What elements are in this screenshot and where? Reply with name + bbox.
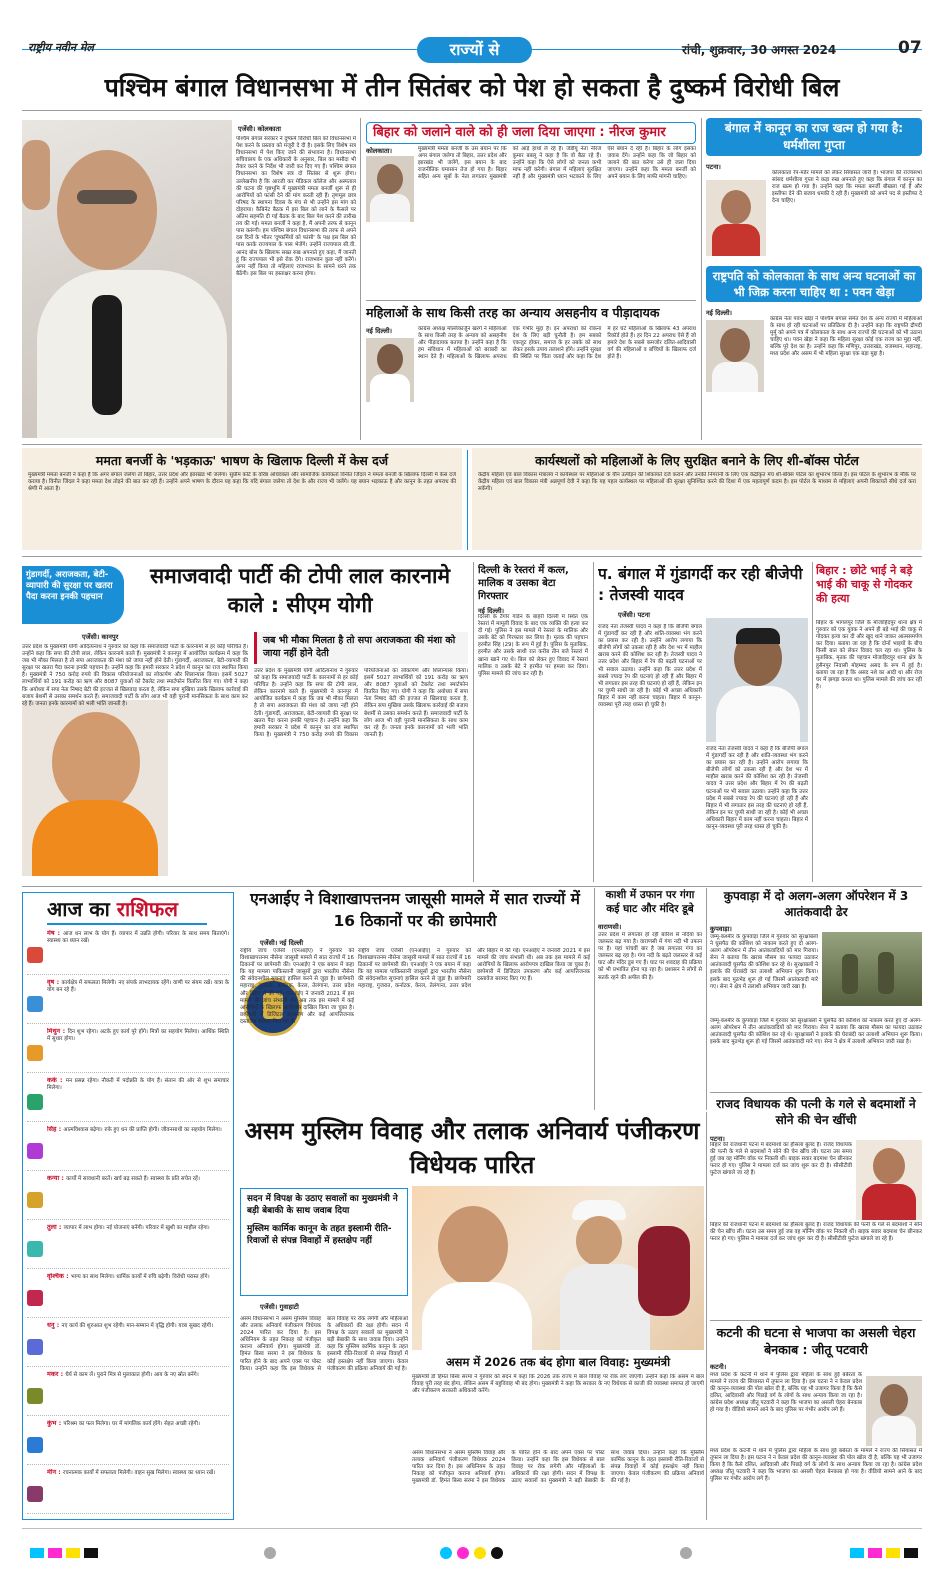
masthead	[22, 36, 922, 64]
raashi-text	[47, 1224, 229, 1268]
kupwara-body-cont: जम्मू-कश्मीर के कुपवाड़ा जिले में गुरुवार को सुरक्षाबलों ने घुसपैठ की कोशिश को नाकाम करते हुए दो अलग-अलग ऑपरेशन में तीन आतंकवादियों को मार गिराया। सेना ने बताया कि खराब मौसम का फायदा उठाकर आतंकवादी घुसपैठ की कोशिश कर रहे थे। सुरक्षाबलों ने इलाके की घेराबंदी कर तलाशी अभियान शुरू किया। इसके बाद मुठभेड़ शुरू हो गई जिसमें आतंकवादी मारे गए। सेना ने क्षेत्र में तलाशी अभियान जारी रखा है।	[710, 1018, 922, 1046]
divider	[706, 1112, 707, 1520]
raashi-sign-icon	[27, 1388, 43, 1404]
register-swatch	[66, 1548, 80, 1558]
register-swatch	[84, 1548, 98, 1558]
kupwara-headline: कुपवाड़ा में दो अलग-अलग ऑपरेशन में 3 आतंकवादी ढेर	[723, 889, 909, 919]
register-dot	[491, 1547, 503, 1559]
child-marriage-body: मुख्यमंत्री डॉ हिमंत बिस्व सरमा ने गुरुवार को सदन में कहा कि 2026 तक राज्य में बाल विवाह पर रोक लग जाएगी। उन्होंने कहा कि असम में बाल विवाह पूरी तरह बंद होगा, लेकिन असम में बहुविवाह भी बंद होगा। मुख्यमंत्री ने कहा कि सरकार के नए विधेयक से काजी की व्यवस्था समाप्त हो जाएगी और पंजीकरण सरकारी अधिकारी करेंगे।	[412, 1374, 704, 1395]
register-dot	[474, 1547, 486, 1559]
katni-photo	[866, 1376, 922, 1446]
raashi-text	[47, 979, 229, 1023]
divider	[593, 562, 594, 882]
kharge-body: कांग्रेस अध्यक्ष मल्लिकार्जुन खरगे ने महिलाओं के साथ किसी तरह के अन्याय को असहनीय और पीड़ादायक बताया है। उन्होंने कहा है कि हम संविधान में महिलाओं को बराबरी का स्थान देते हैं। महिलाओं के खिलाफ अपराध एक गंभीर मुद्दा है। इन अपराधों को रोकना देश के लिए बड़ी चुनौती है। हम सबको एकजुट होकर, समाज के हर तबके को साथ लेकर इसके उपाय तलाशने होंगे। उन्होंने सुरक्षा की स्थिति पर चिंता जताई और कहा कि देश में हर घंटे महिलाओं के खिलाफ 43 अपराध रिकॉर्ड होते हैं। हर दिन 22 अपराध ऐसे हैं जो हमारे देश के सबसे कमजोर दलित-आदिवासी वर्ग की महिलाओं व बच्चियों के खिलाफ दर्ज होते हैं।	[418, 326, 696, 361]
nia-body-right: राष्ट्रीय जांच एजेंसी (एनआईए) ने गुरुवार को विशाखापत्तनम नौसेना जासूसी मामले में सात राज्यों में 16 ठिकानों पर छापेमारी की। एनआईए ने एक बयान में कहा कि यह मामला पाकिस्तानी जासूसों द्वारा भारतीय नौसेना की संवेदनशील सूचनाएं हासिल करने से जुड़ा है। छापेमारी महाराष्ट्र, गुजरात, कर्नाटक, केरल, तेलंगाना, उत्तर प्रदेश और बिहार में की गई। एनआईए ने जनवरी 2021 में इस मामले की जांच संभाली थी। अब तक इस मामले में कई आरोपियों के खिलाफ आरोपपत्र दाखिल किया जा चुका है। छापेमारी में डिजिटल उपकरण और कई आपत्तिजनक दस्तावेज बरामद किए गए हैं।	[358, 948, 590, 990]
footer-rule	[22, 1528, 922, 1529]
restaurant-byline: नई दिल्ली।	[478, 607, 505, 615]
divider	[467, 450, 468, 550]
pawan-byline: नई दिल्ली।	[706, 309, 733, 317]
divider	[360, 118, 361, 440]
kupwara-byline: कुपवाड़ा।	[710, 925, 732, 933]
raashi-text	[47, 1469, 229, 1513]
yogi-side-label: गुंडागर्दी, अराजकता, बेटी-व्यापारी की सुरक्षा पर खतरा पैदा करना इनकी पहचान	[22, 566, 124, 624]
register-swatch	[868, 1548, 882, 1558]
raashi-sign-icon	[27, 1437, 43, 1453]
register-dot	[680, 1547, 692, 1559]
page-number: 07	[898, 38, 922, 58]
paper-logo: राष्ट्रीय नवीन मेल	[28, 41, 94, 54]
neeraj-photo	[366, 156, 414, 222]
raashi-sign-icon	[27, 1045, 43, 1061]
raashi-row	[27, 1076, 229, 1122]
kupwara-body: जम्मू-कश्मीर के कुपवाड़ा जिले में गुरुवार को सुरक्षाबलों ने घुसपैठ की कोशिश को नाकाम करते हुए दो अलग-अलग ऑपरेशन में तीन आतंकवादियों को मार गिराया। सेना ने बताया कि खराब मौसम का फायदा उठाकर आतंकवादी घुसपैठ की कोशिश कर रहे थे। सुरक्षाबलों ने इलाके की घेराबंदी कर तलाशी अभियान शुरू किया। इसके बाद मुठभेड़ शुरू हो गई जिसमें आतंकवादी मारे गए। सेना ने क्षेत्र में तलाशी अभियान जारी रखा है।	[710, 934, 818, 990]
bihar-murder-body: बिहार के भागलपुर जिले के मोजाहिदपुर थाना क्षेत्र में गुरुवार को एक युवक ने अपने ही बड़े भाई की चाकू से गोदकर हत्या कर दी और खुद थाने जाकर आत्मसमर्पण कर दिया। बताया जा रहा है कि दोनों भाइयों के बीच किसी बात को लेकर विवाद चल रहा था। पुलिस के मुताबिक, मृतक की पहचान मोजाहिदपुर थाना क्षेत्र के हुसैनपुर निवासी मोहम्मद असद के रूप में हुई है। बताया जा रहा है कि असद नशे का आदी था और रोज घर में झगड़ा करता था। पुलिस मामले की जांच कर रही है।	[816, 620, 922, 690]
nia-headline: एनआईए ने विशाखापत्तनम जासूसी मामले में सात राज्यों में 16 ठिकानों पर की छापेमारी	[250, 890, 580, 930]
register-swatch	[30, 1548, 44, 1558]
raashifal-title-main: राशिफल	[116, 897, 178, 921]
katni-byline: कटनी।	[710, 1363, 727, 1371]
assam-body: असम विधानसभा ने असम मुस्लिम विवाह और तलाक अनिवार्य पंजीकरण विधेयक 2024 पारित कर दिया है। इस अधिनियम के तहत निकाह को पंजीकृत कराना अनिवार्य होगा। मुख्यमंत्री डॉ. हिमंत बिस्व सरमा ने इस विधेयक के पारित होने के बाद अपने एक्स पर पोस्ट किया। उन्होंने कहा कि इस विधेयक से बाल विवाह पर रोक लगेगी और महिलाओं के अधिकारों की रक्षा होगी। सदन में विपक्ष के उठाए सवालों का मुख्यमंत्री ने बड़ी बेबाकी के साथ जवाब दिया। उन्होंने कहा कि मुस्लिम कार्मिक कानून के तहत इस्लामी रीति-रिवाजों से संपन्न विवाहों में कोई हस्तक्षेप नहीं किया जाएगा। केवल पंजीकरण की प्रक्रिया अनिवार्य की गई है।	[240, 1316, 408, 1372]
varanasi-byline: वाराणसी।	[598, 923, 622, 931]
yogi-pullquote: जब भी मौका मिलता है तो सपा अराजकता की मंशा को जाया नहीं होने देती	[254, 632, 468, 664]
dateline: रांची, शुक्रवार, 30 अगस्त 2024	[682, 43, 837, 57]
raashifal-title-underline	[47, 923, 207, 925]
register-dot	[264, 1547, 276, 1559]
raashi-sign-icon	[27, 1486, 43, 1502]
raashi-sign-icon	[27, 1094, 43, 1110]
register-dot	[440, 1547, 452, 1559]
divider	[22, 886, 922, 887]
raashi-text	[47, 1420, 229, 1464]
rjd-byline: पटना।	[710, 1135, 725, 1143]
rjd-photo	[856, 1140, 922, 1220]
raashi-row	[27, 1272, 229, 1318]
raashi-row	[27, 1174, 229, 1220]
tejashwi-body-left: राजद नेता तेजस्वी यादव ने कहा है कि बीजेपी बंगाल में गुंडागर्दी कर रही है और शांति-व्यवस्था भंग करने का प्रयास कर रही है। उन्होंने आरोप लगाया कि बीजेपी लोगों को उकसा रही है और देश भर में माहौल खराब करने की कोशिश कर रही है। तेजस्वी यादव ने उत्तर प्रदेश और बिहार में रेप की बढ़ती घटनाओं पर भी सवाल उठाया। उन्होंने कहा कि उत्तर प्रदेश में सबसे ज्यादा रेप की घटनाएं हो रही हैं और बिहार में भी लगातार इस तरह की घटनाएं हो रही हैं, लेकिन इन पर चुप्पी साधी जा रही है। कोई भी अच्छा अधिकारी बिहार में काम नहीं करना चाहता। बिहार में कानून-व्यवस्था पूरी तरह ध्वस्त हो चुकी है।	[598, 624, 702, 709]
raashi-sign-icon	[27, 1143, 43, 1159]
varanasi-body: उत्तर प्रदेश में लगातार हो रही बारिश से नदियों का जलस्तर बढ़ गया है। वाराणसी में गंगा नदी भी उफान पर है। यहां पांचवीं बार है जब लगातार गंगा का जलस्तर बढ़ रहा है। गंगा नदी के बढ़ते जलस्तर से कई घाट और मंदिर डूब गए हैं। घाट पर शवदाह की प्रक्रिया को भी प्रभावित होना पड़ रहा है। प्रशासन ने लोगों से सतर्क रहने की अपील की है।	[598, 932, 702, 981]
lead-body: पश्चिम बंगाल सरकार ने दुष्कर्म विरोधी बिल को विधानसभा में पेश करने के प्रस्ताव को मंजूरी दे दी है। इसके लिए विशेष सत्र विधानसभा में पेश किए जाने की संभावना है। विधानसभा सचिवालय के एक अधिकारी के अनुसार, बिल का मसौदा भी तैयार करने के निर्देश भी जारी कर दिए गए हैं। पश्चिम बंगाल विधानसभा का विशेष सत्र दो सितंबर से शुरू होगा। उल्लेखनीय है कि आरजी कर मेडिकल कॉलेज और अस्पताल की घटना की पृष्ठभूमि में मुख्यमंत्री ममता बनर्जी शुरू से ही आरोपियों को फांसी देने की मांग करती रही हैं। तृणमूल छात्र परिषद के स्थापना दिवस के मंच से भी उन्होंने इस मांग को दोहराया। कैबिनेट बैठक में इस बिल को लाने के फैसले पर अंतिम सहमति दी गई बैठक के बाद बिल पेश करने की तारीख तय की गई। ममता बनर्जी ने कहा है, मैं अपनी तरफ से कानून पास करूंगी। हम पश्चिम बंगाल विधानसभा की तरफ से अपने दस दिनों के भीतर 'दुष्कर्मियों को फांसी' के पक्ष इस बिल को पास करके राज्यपाल के पास भेजेंगे। उन्होंने राज्यपाल सी.वी. आनंद बोस के खिलाफ सख्त रुख अपनाते हुए कहा, मैं जानती हूं कि राज्यपाल भी इसे रोक देंगे। राजभवन कुछ नहीं करेंगे। अगर नहीं किया तो महिलाएं राजभवन के सामने धरने तक बैठेंगी। इस बिल पर हस्ताक्षर करना होगा।	[236, 136, 356, 277]
register-swatch	[850, 1548, 864, 1558]
assam-headline: असम मुस्लिम विवाह और तलाक अनिवार्य पंजीकरण विधेयक पारित	[244, 1117, 700, 1179]
raashi-sign-icon	[27, 1339, 43, 1355]
mamata-case-body: मुख्यमंत्री ममता बनर्जी ने कहा है कि अगर बंगाल जलेगा तो बिहार, उत्तर प्रदेश और झारखंड भी जलेगा। सुप्रीम कोर्ट के वरिष्ठ अधिवक्ता और सामाजिक कार्यकर्ता विनीत जिंदल ने ममता बनर्जी के खिलाफ दिल्ली में केस दर्ज कराया है। विनीत जिंदल ने कहा ममता देश तोड़ने की बात कर रही हैं। उन्होंने अपने भाषण के दौरान यह कहा कि यदि बंगाल जलेगा तो देश के और राज्य भी जलेंगे। यह बयान भड़काऊ है और कानून के तहत अपराध की श्रेणी में आता है।	[28, 472, 456, 493]
raashi-row	[27, 929, 229, 975]
tejashwi-photo	[706, 618, 808, 742]
raashi-sign-icon	[27, 1192, 43, 1208]
raashi-text	[47, 1126, 229, 1170]
divider	[710, 1092, 922, 1093]
rjd-headline: राजद विधायक की पत्नी के गले से बदमाशों ने सोने की चेन खींची	[716, 1097, 916, 1127]
mamata-case-headline: ममता बनर्जी के 'भड़काऊ' भाषण के खिलाफ दिल्ली में केस दर्ज	[95, 453, 389, 468]
raashi-sign-text: दिन शुभ रहेगा। अटके हुए कार्य पूरे होंगे। मित्रों का सहयोग मिलेगा। आर्थिक स्थिति में सुधार होगा।	[47, 1029, 229, 1043]
raashi-sign-name: मकर :	[47, 1371, 66, 1378]
pawan-body: कांग्रेस नेता पवन खेड़ा ने पश्चिम बंगाल समेत देश के अन्य राज्यों में महिलाओं के साथ हो रही घटनाओं पर प्रतिक्रिया दी है। उन्होंने कहा कि राष्ट्रपति द्रौपदी मुर्मू को अपने पत्र में कोलकाता के साथ अन्य राज्यों की घटनाओं को भी उठाना चाहिए था। पवन खेड़ा ने कहा कि महिला सुरक्षा कोई एक राज्य का मुद्दा नहीं, बल्कि पूरे देश का है। उन्होंने कहा कि मणिपुर, उत्तराखंड, राजस्थान, महाराष्ट्र, मध्य प्रदेश और असम में भी महिला सुरक्षा एक बड़ा मुद्दा है।	[770, 316, 922, 358]
divider	[22, 110, 922, 111]
dharmshila-headline: बंगाल में कानून का राज खत्म हो गया है: धर्मशीला गुप्ता	[706, 118, 922, 156]
neeraj-body: मुख्यमंत्री ममता बनर्जी के उस बयान पर कि अगर बंगाल जलेगा तो बिहार, उत्तर प्रदेश और झारखंड भी जलेंगे, इस बयान के बाद राजनीतिक घमासान तेज हो गया है। बिहार सहित अन्य सूबों के नेता लगातार मुख्यमंत्री को आड़े हाथों ले रहे हैं। जेडीयू नेता नीरज कुमार बबलू ने कहा है कि वो बैठा रहे हैं। उन्होंने कहा कि ऐसे लोगों को जनता कभी माफ नहीं करेगी। बंगाल में महिलाएं सुरक्षित नहीं हैं और मुख्यमंत्री ध्यान भटकाने के लिए ऐसे बयान दे रही हैं। बिहार के लोग इसका जवाब देंगे। उन्होंने कहा कि जो बिहार को जलाने की बात करेगा उसे ही जला दिया जाएगा। उन्होंने कहा कि ममता बनर्जी को अपने बयान के लिए माफी मांगनी चाहिए।	[418, 146, 696, 181]
raashi-sign-icon	[27, 1290, 43, 1306]
varanasi-headline: काशी में उफान पर गंगा कई घाट और मंदिर डूबे	[605, 889, 695, 915]
raashi-sign-text: आत्मविश्वास बढ़ेगा। रुके हुए धन की प्राप्ति होगी। जीवनसाथी का सहयोग मिलेगा।	[63, 1127, 222, 1133]
raashi-text	[47, 1273, 229, 1317]
tejashwi-body-right: राजद नेता तेजस्वी यादव ने कहा है कि बीजेपी बंगाल में गुंडागर्दी कर रही है और शांति-व्यवस्था भंग करने का प्रयास कर रही है। उन्होंने आरोप लगाया कि बीजेपी लोगों को उकसा रही है और देश भर में माहौल खराब करने की कोशिश कर रही है। तेजस्वी यादव ने उत्तर प्रदेश और बिहार में रेप की बढ़ती घटनाओं पर भी सवाल उठाया। उन्होंने कहा कि उत्तर प्रदेश में सबसे ज्यादा रेप की घटनाएं हो रही हैं और बिहार में भी लगातार इस तरह की घटनाएं हो रही हैं, लेकिन इन पर चुप्पी साधी जा रही है। कोई भी अच्छा अधिकारी बिहार में काम नहीं करना चाहता। बिहार में कानून-व्यवस्था पूरी तरह ध्वस्त हो चुकी है।	[706, 746, 808, 831]
section-tab: राज्यों से	[417, 37, 532, 63]
shebox-body: केंद्रीय महिला एवं बाल विकास मंत्रालय ने कार्यस्थल पर महिलाओं के यौन उत्पीड़न की शिकायतें दर्ज कराने और उनकी निगरानी के लिए एक केंद्रीकृत मंच शी-बॉक्स पोर्टल का शुभारंभ किया है। इस पोर्टल के शुभारंभ के मौके पर केंद्रीय महिला एवं बाल विकास मंत्री अन्नपूर्णा देवी ने कहा कि यह पहल कार्यस्थल पर महिलाओं की सुरक्षा सुनिश्चित करने की दिशा में एक महत्वपूर्ण कदम है। इस पोर्टल के माध्यम से महिलाएं अपनी शिकायतें सीधे दर्ज करा सकेंगी।	[478, 472, 916, 493]
nia-body-left: राष्ट्रीय जांच एजेंसी (एनआईए) ने गुरुवार को विशाखापत्तनम नौसेना जासूसी मामले में सात राज्यों में 16 ठिकानों पर छापेमारी की। एनआईए ने एक बयान में कहा कि यह मामला पाकिस्तानी जासूसों द्वारा भारतीय नौसेना की संवेदनशील सूचनाएं हासिल करने से जुड़ा है। छापेमारी महाराष्ट्र, गुजरात, कर्नाटक, केरल, तेलंगाना, उत्तर प्रदेश और बिहार में की गई। एनआईए ने जनवरी 2021 में इस मामले की जांच संभाली थी। अब तक इस मामले में कई आरोपियों के खिलाफ आरोपपत्र दाखिल किया जा चुका है। छापेमारी में डिजिटल उपकरण और कई आपत्तिजनक दस्तावेज बरामद किए गए हैं।	[240, 948, 354, 1025]
raashi-sign-name: कर्क :	[47, 1077, 66, 1084]
raashi-sign-name: वृष :	[47, 979, 62, 986]
raashi-row	[27, 1321, 229, 1367]
raashi-sign-name: मीन :	[47, 1469, 64, 1476]
raashi-text	[47, 1077, 229, 1121]
raashi-row	[27, 1419, 229, 1465]
register-swatch	[904, 1548, 918, 1558]
assam-photo	[412, 1186, 704, 1350]
raashi-sign-text: कार्यक्षेत्र में सफलता मिलेगी। नए संपर्क लाभदायक रहेंगे। वाणी पर संयम रखें। यात्रा के योग बन रहे हैं।	[47, 980, 229, 994]
bihar-murder-headline: बिहार : छोटे भाई ने बड़े भाई की चाकू से गोदकर की हत्या	[816, 564, 913, 605]
raashi-sign-text: नए कार्य की शुरुआत शुभ रहेगी। मान-सम्मान में वृद्धि होगी। यात्रा सुखद रहेगी।	[61, 1323, 214, 1329]
divider	[473, 562, 474, 882]
raashi-row	[27, 1027, 229, 1073]
divider	[701, 118, 702, 440]
nia-byline: एजेंसी। नई दिल्ली	[260, 939, 304, 947]
lead-byline: एजेंसी। कोलकाता	[238, 125, 281, 133]
katni-body-cont: मध्य प्रदेश के कटनी में थाने में पुलिस द्वारा महिला के साथ हुई बर्बरता के मामले ने राज्य की सियासत में तूफान ला दिया है। इस घटना ने न केवल प्रदेश की कानून-व्यवस्था की पोल खोल दी है, बल्कि यह भी उजागर किया है कि कैसे दलित, आदिवासी और पिछड़े वर्ग के लोगों के साथ अन्याय किया जा रहा है। कांग्रेस प्रदेश अध्यक्ष जीतू पटवारी ने कहा कि भाजपा का असली चेहरा बेनकाब हो गया है। वीडियो सामने आने के बाद पुलिस पर गंभीर आरोप लगे हैं।	[710, 1448, 922, 1483]
raashi-sign-text: व्यापार में लाभ होगा। नई योजनाएं बनेंगी। परिवार में खुशी का माहौल रहेगा।	[63, 1225, 210, 1231]
raashi-text	[47, 1175, 229, 1219]
raashifal-title-prefix: आज का	[47, 897, 110, 921]
raashi-sign-text: कार्यों में सावधानी बरतें। खर्च बढ़ सकते हैं। स्वास्थ्य के प्रति सचेत रहें।	[66, 1176, 200, 1182]
raashi-sign-text: आज धन लाभ के योग हैं। व्यापार में उन्नति होगी। परिवार के साथ समय बिताएंगे। स्वास्थ्य का ध्यान रखें।	[47, 931, 229, 945]
register-swatch	[48, 1548, 62, 1558]
kharge-byline: नई दिल्ली।	[366, 327, 393, 335]
register-dot	[457, 1547, 469, 1559]
raashi-text	[47, 1028, 229, 1072]
neeraj-headline: बिहार को जलाने वाले को ही जला दिया जाएगा : नीरज कुमार	[366, 122, 696, 144]
raashi-row	[27, 1125, 229, 1171]
divider	[812, 562, 813, 882]
raashi-sign-icon	[27, 1241, 43, 1257]
raashifal-panel	[22, 892, 234, 1520]
raashifal-list	[23, 929, 233, 1519]
raashi-sign-name: वृश्चिक :	[47, 1273, 71, 1280]
divider	[22, 556, 922, 557]
kharge-headline: महिलाओं के साथ किसी तरह का अन्याय असहनीय व पीड़ादायक	[366, 305, 660, 320]
assam-bullet: सदन में विपक्ष के उठाए सवालों का मुख्यमंत्री ने बड़ी बेबाकी के साथ जवाब दिया	[247, 1194, 398, 1216]
raashi-sign-name: मेष :	[47, 930, 64, 937]
raashi-sign-text: परिश्रम का फल मिलेगा। घर में मांगलिक कार्य होंगे। सेहत अच्छी रहेगी।	[63, 1421, 200, 1427]
rjd-body-cont: बिहार की राजधानी पटना में बदमाशों का हौसला बुलंद है। राजद विधायक की पत्नी के गले से बदमाशों ने सोने की चेन खींच ली। घटना उस समय हुई जब वह मॉर्निंग वॉक पर निकली थीं। बाइक सवार बदमाश चेन छीनकर फरार हो गए। पुलिस ने मामला दर्ज कर जांच शुरू कर दी है। सीसीटीवी फुटेज खंगाले जा रहे हैं।	[710, 1222, 922, 1243]
raashi-sign-name: कुंभ :	[47, 1420, 64, 1427]
pawan-headline: राष्ट्रपति को कोलकाता के साथ अन्य घटनाओं का भी जिक्र करना चाहिए था : पवन खेड़ा	[706, 266, 922, 302]
raashi-sign-icon	[27, 996, 43, 1012]
yogi-byline: एजेंसी। कानपुर	[82, 633, 119, 641]
assam-byline: एजेंसी। गुवाहाटी	[260, 1303, 299, 1311]
restaurant-body: दिल्ली के टैगोर गार्डन के बाहरी दिल्ली में स्थित एक रेस्तरां में मामूली विवाद के बाद एक व्यक्ति की हत्या कर दी गई। पुलिस ने इस मामले में रेस्तरां के मालिक और उसके बेटे को गिरफ्तार कर लिया है। मृतक की पहचान हरमीत सिंह (29) के रूप में हुई है। पुलिस के मुताबिक, हरमीत और उसके साथी रात करीब तीन बजे रेस्तरां में खाना खाने गए थे। बिल को लेकर हुए विवाद में रेस्तरां मालिक व उसके बेटे ने हरमीत पर हमला कर दिया। पुलिस मामले की जांच कर रही है।	[478, 614, 588, 677]
yogi-body-left: उत्तर प्रदेश के मुख्यमंत्री योगी आदित्यनाथ ने गुरुवार को कहा कि समाजवादी पार्टी के कारनामों से हर कोई परिचित है। उन्होंने कहा कि सपा की टोपी लाल, लेकिन कारनामे काले हैं। मुख्यमंत्री ने कानपुर में आयोजित कार्यक्रम में कहा कि जब भी मौका मिलता है तो सपा अराजकता की मंशा को जाया नहीं होने देती। गुंडागर्दी, अराजकता, बेटी-व्यापारी की सुरक्षा पर खतरा पैदा करना इनकी पहचान है। उन्होंने कहा कि हमारी सरकार ने प्रदेश में कानून का राज स्थापित किया है। मुख्यमंत्री ने 750 करोड़ रुपये की विकास परियोजनाओं का लोकार्पण और शिलान्यास किया। इसमें 5027 लाभार्थियों को 191 करोड़ का ऋण और 8087 युवाओं को टैबलेट तथा स्मार्टफोन वितरित किए गए। योगी ने कहा कि अयोध्या में सपा नेता निषाद बेटी की इज्जत से खिलवाड़ करता है, लेकिन सपा मुखिया उसके खिलाफ कार्रवाई की बजाय बेशर्मी से उसका समर्थन करते हैं। समाजवादी पार्टी के लोग आज भी वही पुरानी मानसिकता के साथ काम कर रहे हैं। जनता इनके कारनामों को भली भांति जानती है।	[22, 644, 248, 707]
katni-headline: कटनी की घटना से भाजपा का असली चेहरा बेनकाब : जीतू पटवारी	[716, 1325, 916, 1357]
divider	[706, 888, 707, 1110]
dharmshila-byline: पटना।	[706, 163, 721, 171]
restaurant-headline: दिल्ली के रेस्तरां में कत्ल, मालिक व उसका बेटा गिरफ्तार	[478, 565, 569, 602]
dharmshila-photo	[706, 180, 766, 256]
lead-headline: पश्चिम बंगाल विधानसभा में तीन सितंबर को पेश हो सकता है दुष्कर्म विरोधी बिल	[104, 73, 840, 102]
tejashwi-byline: एजेंसी। पटना	[618, 611, 650, 619]
raashi-row	[27, 1223, 229, 1269]
raashi-row	[27, 1468, 229, 1514]
shebox-headline: कार्यस्थलों को महिलाओं के लिए सुरक्षित बनाने के लिए शी-बॉक्स पोर्टल	[535, 453, 859, 468]
raashi-sign-text: भाग्य का साथ मिलेगा। धार्मिक कार्यों में रुचि बढ़ेगी। विरोधी परास्त होंगे।	[70, 1274, 210, 1280]
child-marriage-headline: असम में 2026 तक बंद होगा बाल विवाह: मुख्यमंत्री	[445, 1355, 671, 1369]
divider	[594, 888, 595, 1110]
register-swatch	[886, 1548, 900, 1558]
assam-bullet: मुस्लिम कार्मिक कानून के तहत इस्लामी रीति-रिवाजों से संपन्न विवाहों में हस्तक्षेप नहीं	[247, 1224, 392, 1246]
rjd-body: बिहार की राजधानी पटना में बदमाशों का हौसला बुलंद है। राजद विधायक की पत्नी के गले से बदमाशों ने सोने की चेन खींच ली। घटना उस समय हुई जब वह मॉर्निंग वॉक पर निकली थीं। बाइक सवार बदमाश चेन छीनकर फरार हो गए। पुलिस ने मामला दर्ज कर जांच शुरू कर दी है। सीसीटीवी फुटेज खंगाले जा रहे हैं।	[710, 1142, 852, 1177]
katni-body: मध्य प्रदेश के कटनी में थाने में पुलिस द्वारा महिला के साथ हुई बर्बरता के मामले ने राज्य की सियासत में तूफान ला दिया है। इस घटना ने न केवल प्रदेश की कानून-व्यवस्था की पोल खोल दी है, बल्कि यह भी उजागर किया है कि कैसे दलित, आदिवासी और पिछड़े वर्ग के लोगों के साथ अन्याय किया जा रहा है। कांग्रेस प्रदेश अध्यक्ष जीतू पटवारी ने कहा कि भाजपा का असली चेहरा बेनकाब हो गया है। वीडियो सामने आने के बाद पुलिस पर गंभीर आरोप लगे हैं।	[710, 1372, 862, 1414]
raashi-text	[47, 1322, 229, 1366]
raashi-sign-name: धनु :	[47, 1322, 62, 1329]
raashifal-title	[47, 895, 178, 922]
divider	[710, 1320, 922, 1321]
kupwara-photo	[822, 932, 922, 1006]
raashi-sign-name: कन्या :	[47, 1175, 67, 1182]
raashi-sign-name: तुला :	[47, 1224, 64, 1231]
divider	[366, 300, 696, 301]
divider	[22, 444, 922, 445]
raashi-sign-name: सिंह :	[47, 1126, 64, 1133]
raashi-sign-icon	[27, 947, 43, 963]
yogi-headline: समाजवादी पार्टी की टोपी लाल कारनामे काले : सीएम योगी	[149, 564, 451, 617]
raashi-sign-text: धैर्य से काम लें। पुराने मित्र से मुलाकात होगी। आय के नए स्रोत बनेंगे।	[65, 1372, 199, 1378]
tejashwi-headline: प. बंगाल में गुंडागर्दी कर रही बीजेपी : तेजस्वी यादव	[598, 565, 803, 604]
raashi-text	[47, 930, 229, 974]
neeraj-byline: कोलकाता।	[366, 147, 392, 155]
raashi-sign-text: रचनात्मक कार्यों में सफलता मिलेगी। वाहन सुख मिलेगा। स्वास्थ्य का ध्यान रखें।	[63, 1470, 216, 1476]
raashi-sign-text: मन प्रसन्न रहेगा। नौकरी में पदोन्नति के योग हैं। संतान की ओर से शुभ समाचार मिलेगा।	[47, 1078, 229, 1092]
assam-bullets	[240, 1188, 408, 1296]
assam-body-cont: असम विधानसभा ने असम मुस्लिम विवाह और तलाक अनिवार्य पंजीकरण विधेयक 2024 पारित कर दिया है। इस अधिनियम के तहत निकाह को पंजीकृत कराना अनिवार्य होगा। मुख्यमंत्री डॉ. हिमंत बिस्व सरमा ने इस विधेयक के पारित होने के बाद अपने एक्स पर पोस्ट किया। उन्होंने कहा कि इस विधेयक से बाल विवाह पर रोक लगेगी और महिलाओं के अधिकारों की रक्षा होगी। सदन में विपक्ष के उठाए सवालों का मुख्यमंत्री ने बड़ी बेबाकी के साथ जवाब दिया। उन्होंने कहा कि मुस्लिम कार्मिक कानून के तहत इस्लामी रीति-रिवाजों से संपन्न विवाहों में कोई हस्तक्षेप नहीं किया जाएगा। केवल पंजीकरण की प्रक्रिया अनिवार्य की गई है।	[412, 1450, 704, 1485]
raashi-text	[47, 1371, 229, 1415]
yogi-body-right: उत्तर प्रदेश के मुख्यमंत्री योगी आदित्यनाथ ने गुरुवार को कहा कि समाजवादी पार्टी के कारनामों से हर कोई परिचित है। उन्होंने कहा कि सपा की टोपी लाल, लेकिन कारनामे काले हैं। मुख्यमंत्री ने कानपुर में आयोजित कार्यक्रम में कहा कि जब भी मौका मिलता है तो सपा अराजकता की मंशा को जाया नहीं होने देती। गुंडागर्दी, अराजकता, बेटी-व्यापारी की सुरक्षा पर खतरा पैदा करना इनकी पहचान है। उन्होंने कहा कि हमारी सरकार ने प्रदेश में कानून का राज स्थापित किया है। मुख्यमंत्री ने 750 करोड़ रुपये की विकास परियोजनाओं का लोकार्पण और शिलान्यास किया। इसमें 5027 लाभार्थियों को 191 करोड़ का ऋण और 8087 युवाओं को टैबलेट तथा स्मार्टफोन वितरित किए गए। योगी ने कहा कि अयोध्या में सपा नेता निषाद बेटी की इज्जत से खिलवाड़ करता है, लेकिन सपा मुखिया उसके खिलाफ कार्रवाई की बजाय बेशर्मी से उसका समर्थन करते हैं। समाजवादी पार्टी के लोग आज भी वही पुरानी मानसिकता के साथ काम कर रहे हैं। जनता इनके कारनामों को भली भांति जानती है।	[254, 668, 468, 738]
kharge-photo	[366, 338, 414, 402]
raashi-row	[27, 1370, 229, 1416]
dharmshila-body: कोलकाता रेप-मर्डर मामले को लेकर सियासत जारी है। भाजपा की राज्यसभा सांसद धर्मशीला गुप्ता ने कड़ा रुख अपनाते हुए कहा कि बंगाल में कानून का राज खत्म हो गया है। उन्होंने कहा कि ममता बनर्जी बौखला गई हैं और इस्तीफा देने की बजाय धमकी दे रही हैं। मुख्यमंत्री को अपने पद से इस्तीफा दे देना चाहिए।	[772, 170, 922, 205]
raashi-row	[27, 978, 229, 1024]
raashi-sign-name: मिथुन :	[47, 1028, 68, 1035]
